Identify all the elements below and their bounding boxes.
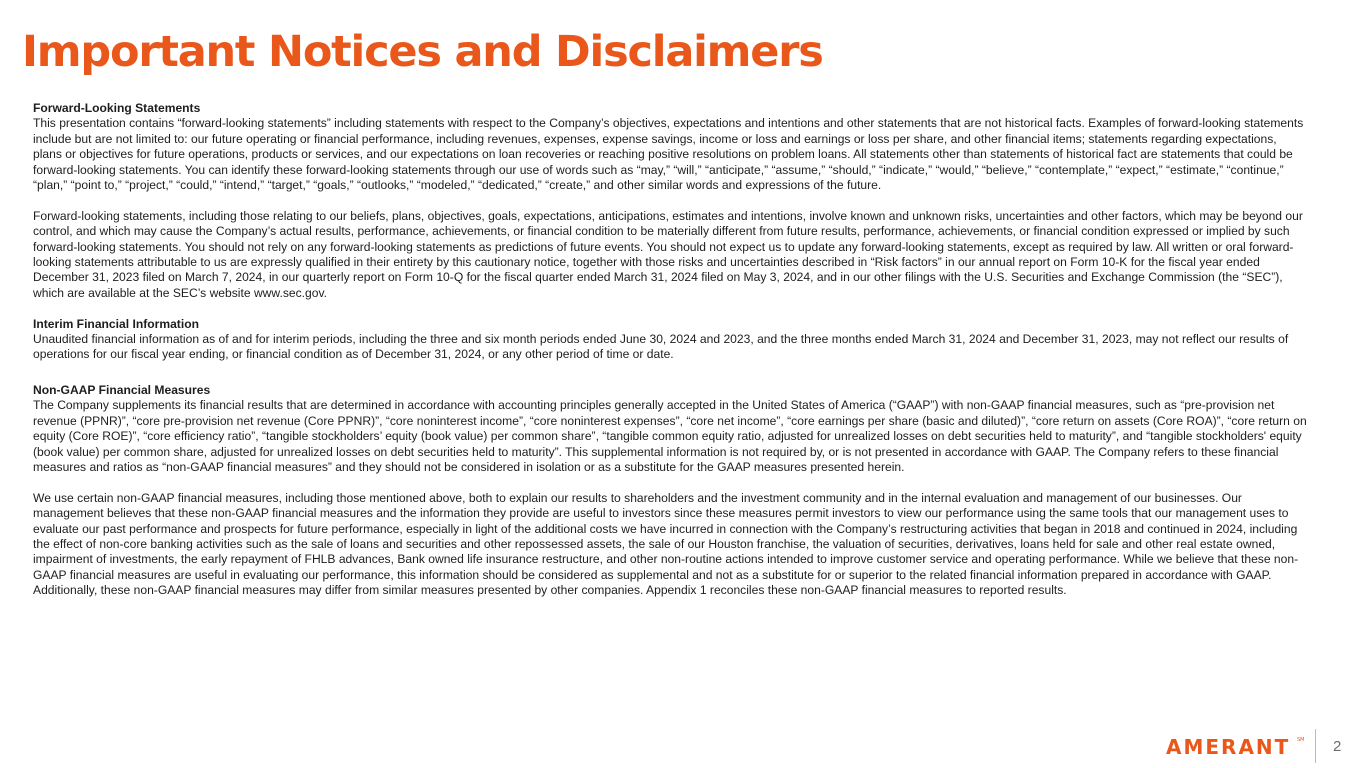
footer-divider [1315, 729, 1316, 763]
paragraph-spacer [33, 363, 1308, 383]
amerant-logo: AMERANT [1166, 735, 1291, 759]
paragraph-spacer [33, 475, 1308, 490]
forward-looking-paragraph-2: Forward-looking statements, including those relating to our beliefs, plans, objectives, goals, expectations, anticipations, estimates and intentions, involve known and unknown risks, uncertainties and other factors, which may be beyond our control, and which may cause the Company’s actual results, performance, achievements, or financial condition to be materially different from future results, performance, achievements, or financial condition expressed or implied by such forward-looking statements. You should not rely on any forward-looking statements as predictions of future events. You should not expect us to update any forward-looking statements, except as required by law. All written or oral forward-looking statements attributable to us are expressly qualified in their entirety by this cautionary notice, together with those risks and uncertainties described in “Risk factors” in our annual report on Form 10-K for the fiscal year ended December 31, 2023 filed on March 7, 2024, in our quarterly report on Form 10-Q for the fiscal quarter ended March 31, 2024 filed on May 3, 2024, and in our other filings with the U.S. Securities and Exchange Commission (the “SEC”), which are available at the SEC’s website www.sec.gov. [33, 208, 1303, 300]
page-number: 2 [1333, 738, 1342, 755]
forward-looking-heading: Forward-Looking Statements [33, 101, 201, 115]
non-gaap-paragraph-1: The Company supplements its financial results that are determined in accordance with accounting principles generally accepted in the United States of America (“GAAP”) with non-GAAP financial measures, such as “pre-provision net revenue (PPNR)”, “core pre-provision net revenue (Core PPNR)”, “core noninterest income”, “core noninterest expenses”, “core net income”, “core earnings per share (basic and diluted)”, “core return on assets (Core ROA)”, “core return on equity (Core ROE)”, “core efficiency ratio”, “tangible stockholders’ equity (book value) per common share”, “tangible common equity ratio, adjusted for unrealized losses on debt securities held to maturity”, and “tangible stockholders' equity (book value) per common share, adjusted for unrealized losses on debt securities held to maturity”. This supplemental information is not required by, or is not presented in accordance with GAAP. The Company refers to these financial measures and ratios as “non-GAAP financial measures” and they should not be considered in isolation or as a substitute for the GAAP measures presented herein. [33, 398, 1307, 474]
non-gaap-paragraph-2: We use certain non-GAAP financial measures, including those mentioned above, both to explain our results to shareholders and the investment community and in the internal evaluation and management of our businesses. Our management believes that these non-GAAP financial measures and the information they provide are useful to investors since these measures permit investors to view our performance using the same tools that our management uses to evaluate our past performance and prospects for future performance, especially in light of the additional costs we have incurred in connection with the Company’s restructuring activities that began in 2018 and continued in 2024, including the effect of non-core banking activities such as the sale of loans and securities and other repossessed assets, the sale of our Houston franchise, the valuation of securities, derivatives, loans held for sale and other real estate owned, impairment of investments, the early repayment of FHLB advances, Bank owned life insurance restructure, and other non-routine actions intended to improve customer service and operating performance. While we believe that these non-GAAP financial measures are useful in evaluating our performance, this information should be considered as supplemental and not as a substitute for or superior to the related financial information prepared in accordance with GAAP. Additionally, these non-GAAP financial measures may differ from similar measures presented by other companies. Appendix 1 reconciles these non-GAAP financial measures to reported results. [33, 490, 1299, 598]
service-mark: SM [1297, 737, 1305, 743]
forward-looking-paragraph-1: This presentation contains “forward-looking statements” including statements with respect to the Company’s objectives, expectations and intentions and other statements that are not historical facts. Examples of forward-looking statements include but are not limited to: our future operating or financial performance, including revenues, expenses, expense savings, income or loss and earnings or loss per share, and other financial items; statements regarding expectations, plans or objectives for future operations, products or services, and our expectations on loan recoveries or reaching positive resolutions on problem loans. All statements other than statements of historical fact are statements that could be forward-looking statements. You can identify these forward-looking statements through our use of words such as “may,” “will,” “anticipate,” “assume,” “should,” “indicate,” “would,” “believe,” “contemplate,” “expect,” “estimate,” “continue,” “plan,” “point to,” “project,” “could,” “intend,” “target,” “goals,” “outlooks,” “modeled,” “dedicated,” “create,” and other similar words and expressions of the future. [33, 116, 1304, 193]
interim-paragraph: Unaudited financial information as of and for interim periods, including the three and six month periods ended June 30, 2024 and 2023, and the three months ended March 31, 2024 and December 31, 2023, may not reflect our results of operations for our fiscal year ending, or financial condition as of December 31, 2024, or any other period of time or date. [33, 332, 1289, 362]
page-title: Important Notices and Disclaimers [22, 27, 823, 77]
non-gaap-heading: Non-GAAP Financial Measures [33, 382, 211, 397]
paragraph-spacer [33, 193, 1308, 208]
paragraph-spacer [33, 301, 1308, 316]
disclaimer-body [33, 101, 1308, 599]
interim-heading: Interim Financial Information [33, 316, 199, 331]
